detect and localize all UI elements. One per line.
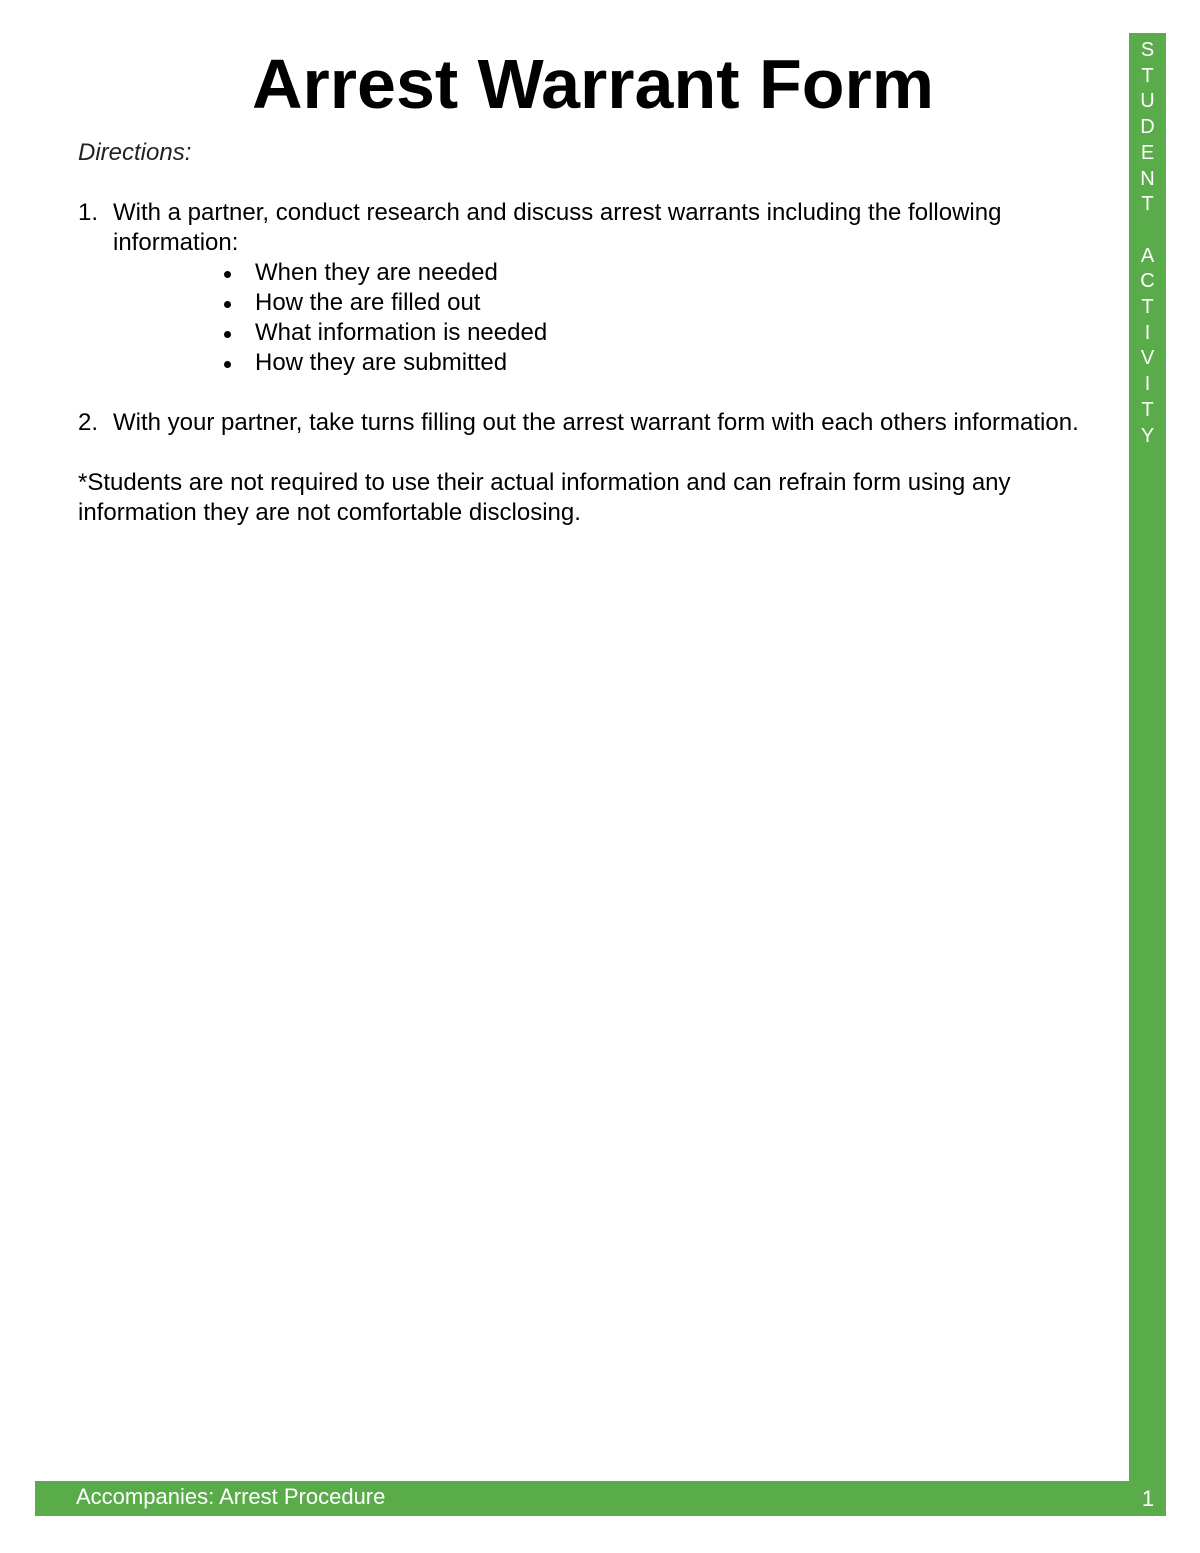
bullet-item [220,318,1108,348]
step-text: With a partner, conduct research and discuss arrest warrants including the following information: [113,199,1002,256]
side-letter: N [1140,167,1155,190]
side-letter: T [1141,193,1154,216]
side-letter: Y [1140,424,1155,447]
bullet-text: When they are needed [255,259,498,286]
bullet-text: How the are filled out [255,289,481,316]
bullet-text: How they are submitted [255,349,508,376]
directions-label: Directions: [78,139,192,166]
side-letter: S [1140,39,1155,61]
side-word-gap [1129,218,1166,244]
side-letter: V [1140,347,1155,370]
disclaimer-note: *Students are not required to use their actual information and can refrain form using any information they are not comfortable disclosing. [78,469,1011,526]
side-letter: E [1140,141,1155,164]
side-letter: A [1140,244,1155,267]
step-2 [78,408,1108,438]
side-letter: I [1144,321,1151,344]
bullet-icon [224,331,231,338]
bullet-list [78,258,1108,378]
step-number: 2. [78,409,99,436]
side-letter: U [1140,90,1155,113]
side-label-student-activity [1129,38,1166,449]
side-letter: T [1141,398,1154,421]
side-letter: T [1141,64,1154,87]
footer-accompanies: Accompanies: Arrest Procedure [76,1484,386,1509]
side-letter: T [1141,296,1154,319]
bullet-item [220,258,1108,288]
bullet-icon [224,361,231,368]
step-text: With your partner, take turns filling out the arrest warrant form with each others information. [113,409,1079,436]
side-letter: C [1140,270,1155,293]
side-letter: I [1144,373,1151,396]
directions-section [78,138,1108,528]
bullet-item [220,288,1108,318]
bullet-text: What information is needed [255,319,548,346]
side-letter: D [1140,116,1155,139]
step-number: 1. [78,199,99,226]
page-title: Arrest Warrant Form [252,45,934,123]
step-1 [78,198,1108,258]
page-number: 1 [1141,1486,1155,1511]
bullet-icon [224,301,231,308]
bullet-item [220,348,1108,378]
bullet-icon [224,271,231,278]
